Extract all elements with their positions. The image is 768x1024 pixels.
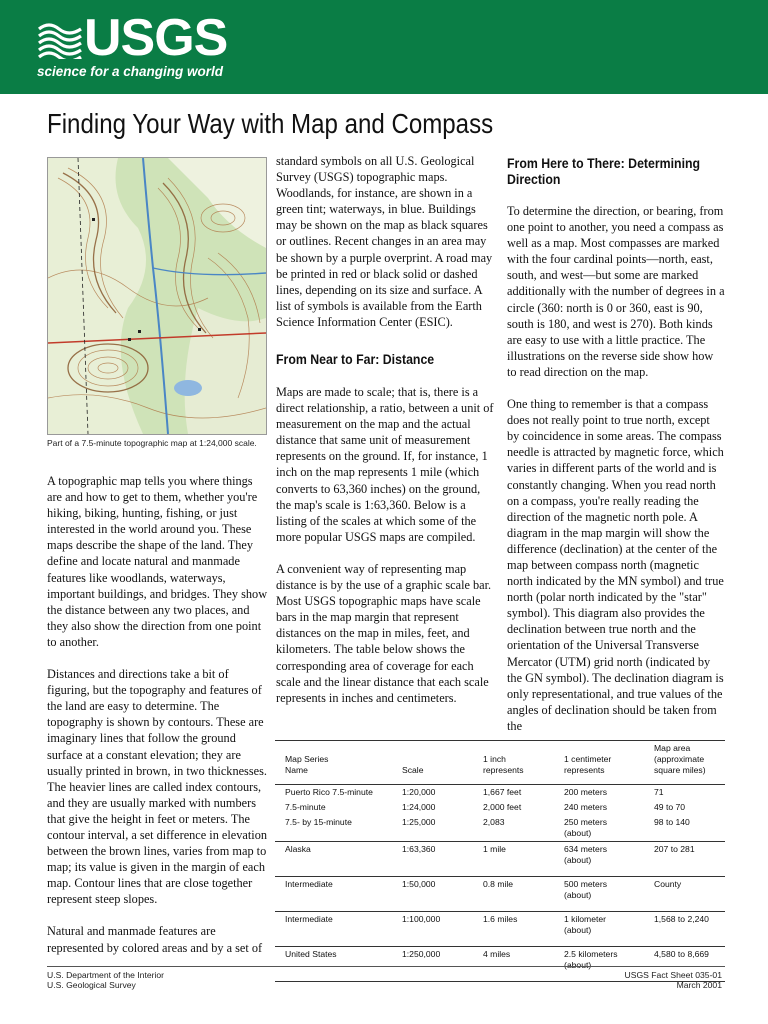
table-cell: 7.5-minute: [285, 802, 326, 812]
footer-date: March 2001: [676, 980, 722, 990]
paragraph: One thing to remember is that a compass does not really point to true north, except by coincidence in some areas. The compass needle is attracted by magnetic force, which varies in different parts of the world and is constantly changing. When you read north on a compass, you're really reading the direction of the magnetic north pole. A diagram in the map margin will show the difference (declination) at the center of the map between compass north (magnetic north indicated by the MN symbol) and true north (polar north indicated by the "star" symbol). This diagram also provides the declination between true north and the orientation of the Universal Transverse Mercator (UTM) grid north (indicated by the GN symbol). The declination diagram is only representational, and true values of the angles of declination should be taken from the: [507, 397, 724, 733]
table-header: Map Series Name: [285, 754, 329, 775]
column-2-continued: [276, 384, 496, 722]
table-cell: Puerto Rico 7.5-minute: [285, 787, 373, 797]
table-row: [275, 785, 725, 801]
table-header: Map area (approximate square miles): [654, 743, 706, 775]
table-cell: 71: [654, 787, 664, 797]
table-cell: 1,568 to 2,240: [654, 914, 709, 924]
table-cell: 1,667 feet: [483, 787, 522, 797]
table-cell: County: [654, 879, 682, 889]
topographic-map-image: [47, 157, 267, 435]
table-header: Scale: [402, 765, 424, 775]
scale-table: [275, 740, 725, 982]
table-cell: 207 to 281: [654, 844, 695, 854]
table-cell: 49 to 70: [654, 802, 686, 812]
paragraph: Natural and manmade features are represented by colored areas and by a set of: [47, 924, 263, 955]
table-cell: 4 miles: [483, 949, 511, 959]
paragraph: To determine the direction, or bearing, from one point to another, you need a compass as well as a map. Most compasses are marked with the four cardinal points—north, east, south, and west—but some are marked additionally with the number of degrees in a circle (360: north is 0 or 360, east is 90, south is 180, and west is 270). Both kinds are easy to use with a little practice. The illustrations on the reverse side show how to read direction on the map.: [507, 204, 725, 379]
table-cell: 1:100,000: [402, 914, 441, 924]
table-cell: 4,580 to 8,669: [654, 949, 709, 959]
footer-department: U.S. Department of the Interior: [47, 970, 165, 980]
table-cell: 1:25,000: [402, 817, 436, 827]
table-header: 1 centimeter represents: [564, 754, 612, 775]
paragraph: Maps are made to scale; that is, there is a direct relationship, a ratio, between a unit of measurement on the map and the actual distance that same unit of measurement represents on the ground. If, for instance, 1 inch on the map represents 1 mile (which converts to 63,360 inches) on the ground, the map's scale is 1:63,360. Below is a listing of the scales at which some of the more popular USGS maps are compiled.: [276, 385, 494, 544]
table-cell: United States: [285, 949, 337, 959]
table-cell: 1 kilometer (about): [564, 914, 607, 935]
paragraph: A convenient way of representing map distance is by the use of a graphic scale bar. Most USGS topographic maps have scale bars in the map margin that represent distances on the map in miles, feet, and kilometers. The table below shows the corresponding area of coverage for each scale and the linear distance that each scale represents in inches and centimeters.: [276, 561, 492, 705]
paragraph: standard symbols on all U.S. Geological Survey (USGS) topographic maps. Woodlands, for instance, are shown in a green tint; waterways, in blue. Buildings may be shown on the map as black squares or outlines. Recent changes in an area may be shown by a purple overprint. A road may be printed in red or black solid or dashed lines, depending on its size and surface. A list of symbols is available from the Earth Science Information Center (ESIC).: [276, 154, 493, 329]
column-2: [276, 153, 496, 346]
table-cell: 0.8 mile: [483, 879, 514, 889]
table-cell: Intermediate: [285, 879, 333, 889]
table-cell: 1:20,000: [402, 787, 436, 797]
table-cell: 1 mile: [483, 844, 506, 854]
table-row: [275, 842, 725, 877]
table-row: [275, 877, 725, 912]
column-1: [47, 473, 269, 972]
table-cell: Intermediate: [285, 914, 333, 924]
table-cell: 250 meters (about): [564, 817, 607, 838]
figure-caption: Part of a 7.5-minute topographic map at 1:24,000 scale.: [47, 438, 257, 448]
table-cell: 2.5 kilometers (about): [564, 949, 618, 970]
column-3: [507, 203, 725, 750]
table-row: [275, 912, 725, 947]
table-cell: 200 meters: [564, 787, 607, 797]
table-cell: Alaska: [285, 844, 311, 854]
footer-right: [600, 970, 722, 990]
table-row: [275, 800, 725, 815]
footer-left: [47, 970, 164, 990]
table-header: 1 inch represents: [483, 754, 524, 775]
table-header-row: [275, 741, 725, 785]
paragraph: Distances and directions take a bit of figuring, but the topography and features of the land are easy to determine. The topography is shown by contours. These are imaginary lines that follow the ground surface at a constant elevation; they are usually printed in brown, in two thicknesses. The heavier lines are called index contours, and they are usually marked with numbers that give the height in feet or meters. The contour interval, a set difference in elevation between the brown lines, varies from map to map; its value is given in the margin of each map. Contour lines that are close together represent steep slopes.: [47, 667, 267, 907]
paragraph: A topographic map tells you where things are and how to get to them, whether you're hiking, biking, hunting, fishing, or just interested in the world around you. These maps describe the shape of the land. They define and locate natural and manmade features like woodlands, waterways, important buildings, and bridges. They show the distance between any two places, and they also show the direction from one point to another.: [47, 474, 268, 649]
table-cell: 500 meters (about): [564, 879, 607, 900]
table-cell: 2,083: [483, 817, 505, 827]
section-heading-distance: From Near to Far: Distance: [276, 351, 435, 367]
header-banner: [0, 0, 768, 94]
table-cell: 240 meters: [564, 802, 607, 812]
table-cell: 1.6 miles: [483, 914, 518, 924]
table-cell: 1:24,000: [402, 802, 436, 812]
table-cell: 634 meters (about): [564, 844, 607, 865]
usgs-logo-text: USGS: [84, 9, 228, 67]
table-cell: 98 to 140: [654, 817, 690, 827]
page-title: Finding Your Way with Map and Compass: [47, 108, 494, 139]
table-cell: 7.5- by 15-minute: [285, 817, 352, 827]
footer-divider: [47, 966, 725, 967]
footer-fact-sheet: USGS Fact Sheet 035-01: [624, 970, 722, 980]
table-cell: 1:250,000: [402, 949, 441, 959]
table-cell: 2,000 feet: [483, 802, 522, 812]
usgs-wave-logo-icon: [37, 19, 83, 59]
table-row: [275, 815, 725, 842]
table-cell: 1:50,000: [402, 879, 436, 889]
tagline: science for a changing world: [37, 64, 224, 79]
footer-agency: U.S. Geological Survey: [47, 980, 136, 990]
section-heading-direction: From Here to There: Determining Direction: [507, 155, 701, 187]
table-cell: 1:63,360: [402, 844, 436, 854]
